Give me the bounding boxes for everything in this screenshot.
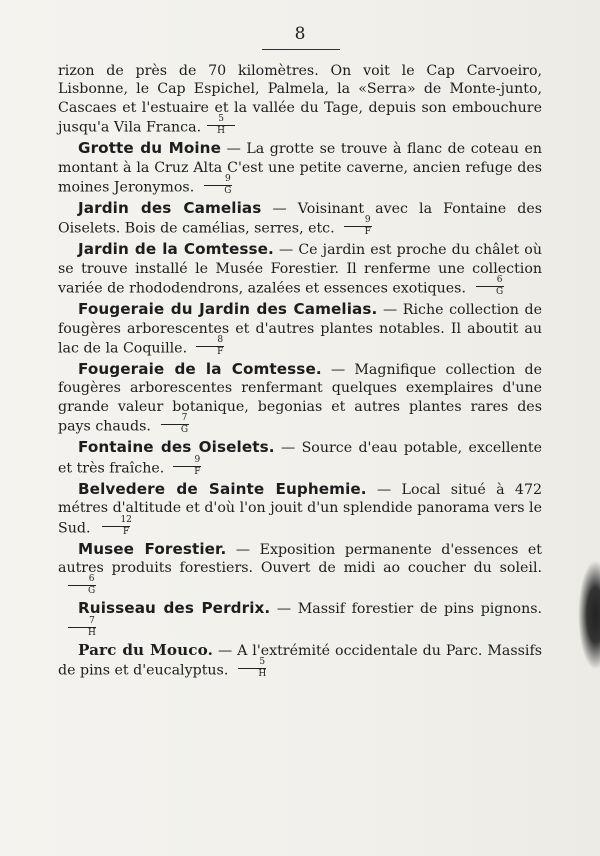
map-reference [341,216,375,237]
place-title: Parc du Mouco. [78,640,213,659]
map-reference-number: 7 [89,615,95,626]
map-reference-letter: F [364,227,371,238]
map-reference [200,175,235,196]
place-title: Musee Forestier. [78,539,227,558]
map-reference-letter: G [180,425,189,436]
place-entry [58,360,542,437]
map-reference-number: 9 [194,454,201,465]
page-number: 8 [294,24,306,44]
map-reference [64,575,99,596]
place-description: rizon de près de 70 kilomètres. On voit le Cap Carvoeiro, Lisbonne, le Cap Espichel, Palmela, la «Serra» de Monte-junto, Cascaes et l'estuaire et la vallée du Tage, depuis son embouchure jusqu'a Vila Franca. [58,63,542,136]
place-description: — Massif forestier de pins pignons. [270,601,542,618]
page-number-rule [262,49,340,50]
place-entry [58,199,542,239]
map-reference [170,456,204,477]
map-reference-letter: H [258,669,267,680]
place-title: Fougeraie de la Comtesse. [78,360,322,379]
place-entry [58,438,542,478]
place-title: Ruisseau des Perdrix. [78,599,271,618]
place-entry [58,139,542,198]
place-title: Grotte du Moine [78,139,221,158]
map-reference-letter: G [495,287,504,298]
place-entry [58,599,542,639]
place-entry [58,300,542,359]
place-title: Jardin des Camelias [78,199,262,218]
place-description: — A l'extrémité occidentale du Parc. Massifs de pins et d'eucalyptus. [58,642,542,679]
place-entry [58,240,542,299]
place-description: — Voisinant avec la Fontaine des Oiselets. Bois de camélias, serres, etc. [58,201,542,237]
place-description: — Magnifique collection de fougères arborescentes renfermant quelques exemplaires d'une grande valeur botanique, begonias et autres plantes rares des pays chauds. [58,362,542,435]
page-body [58,62,542,682]
place-description: — Local situé à 472 métres d'altitude et d'où l'on jouit d'un splendide panorama vers le Sud. [58,481,543,536]
place-description: — Source d'eau potable, excellente et très fraîche. [58,440,542,477]
map-reference [96,516,135,537]
map-reference-number: 9 [224,174,231,185]
map-reference [64,617,100,638]
map-reference-number: 5 [218,114,224,125]
place-title: Fontaine des Oiselets. [78,438,275,457]
map-reference-letter: G [88,586,96,597]
map-reference-letter: H [88,627,96,638]
map-reference [207,115,235,136]
place-entry [58,480,542,539]
map-reference [234,658,270,679]
place-title: Fougeraie du Jardin des Camelias. [78,300,378,319]
map-reference-letter: F [217,347,224,358]
place-description: — Riche collection de fougères arborescentes et d'autres plantes notables. Il aboutit au lac de la Coquille. [58,302,542,357]
place-entry [58,540,542,599]
map-reference-number: 12 [120,514,132,525]
map-reference [472,276,507,297]
map-reference-number: 6 [88,574,95,585]
map-reference-letter: H [217,126,226,137]
place-description: — Ce jardin est proche du châlet où se trouve installé le Musée Forestier. Il renferme une collection variée de rhododendrons, azalées et essences exotiques. [58,242,542,297]
place-title: Belvedere de Sainte Euphemie. [78,479,367,498]
map-reference [193,336,227,357]
place-entry [58,641,542,681]
place-description: — Exposition permanente d'essences et autres produits forestiers. Ouvert de midi ao coucher du soleil. [58,541,542,576]
map-reference-letter: F [194,466,201,477]
place-description: — La grotte se trouve à flanc de coteau en montant à la Cruz Alta C'est une petite caverne, ancien refuge des moines Jeronymos. [58,141,542,196]
map-reference [157,414,192,435]
map-reference-number: 5 [259,657,266,668]
map-reference-number: 8 [217,335,224,346]
page-edge-blot [578,560,600,670]
map-reference-number: 7 [181,413,188,424]
continued-paragraph [58,62,542,138]
map-reference-letter: G [224,186,232,197]
map-reference-number: 6 [496,275,503,286]
map-reference-letter: F [123,526,130,537]
map-reference-number: 9 [364,215,371,226]
place-title: Jardin de la Comtesse. [78,240,274,259]
